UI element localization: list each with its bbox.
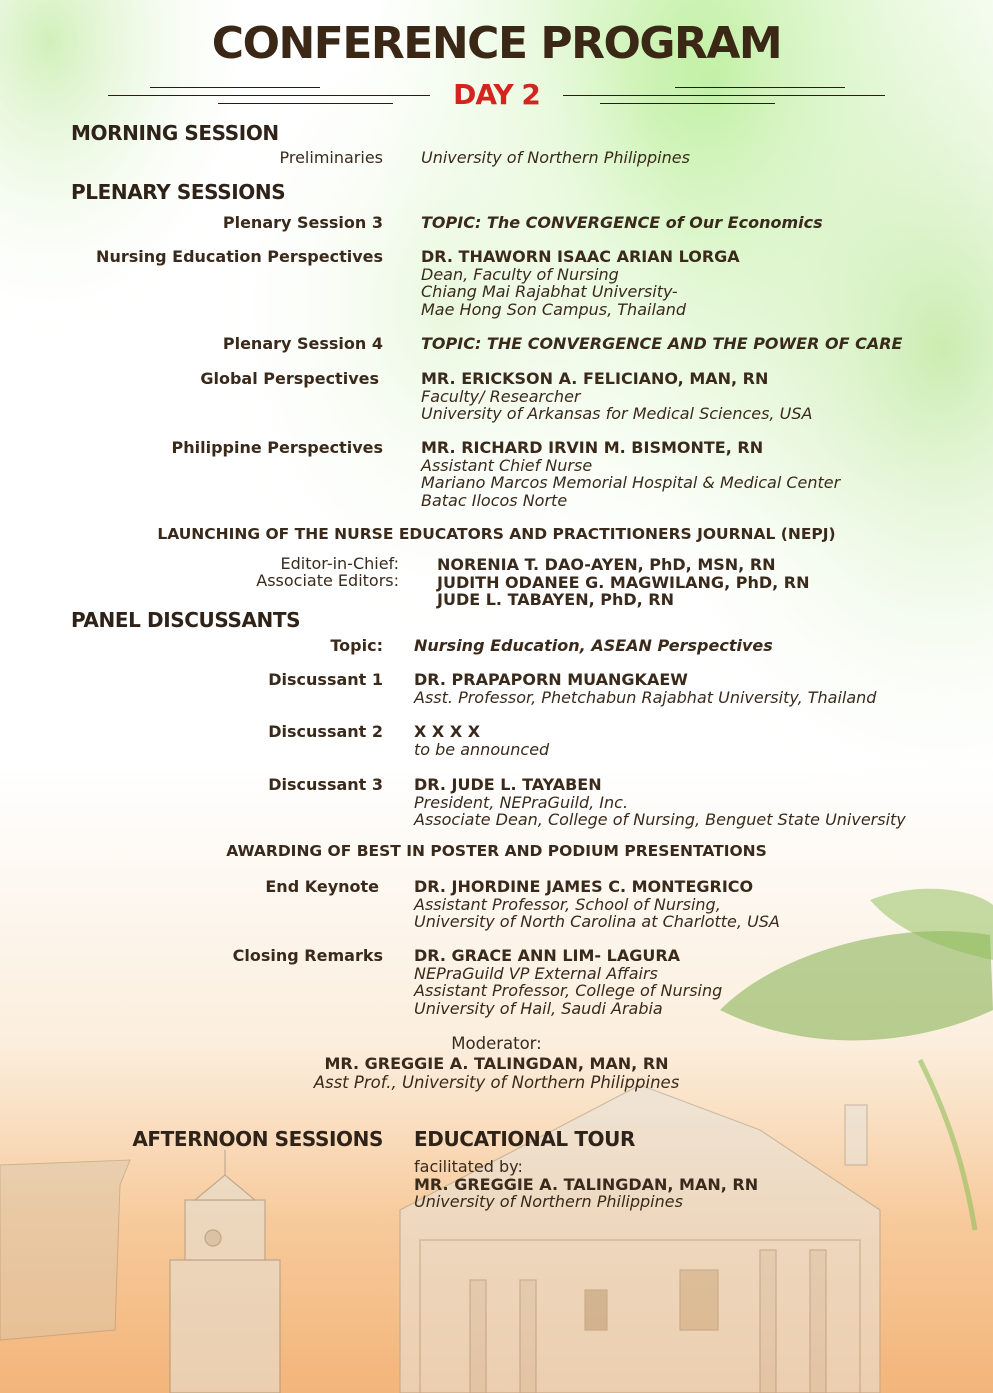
speaker-affiliation: Associate Dean, College of Nursing, Benguet State University bbox=[414, 810, 906, 829]
awarding-heading: AWARDING OF BEST IN POSTER AND PODIUM PRESENTATIONS bbox=[226, 842, 767, 860]
philippine-perspectives-speaker bbox=[421, 439, 840, 509]
associate-editors-label: Associate Editors: bbox=[256, 571, 399, 590]
speaker-name: MR. RICHARD IRVIN M. BISMONTE, RN bbox=[421, 438, 764, 457]
speaker-title: Assistant Chief Nurse bbox=[421, 455, 593, 475]
plenary-session-3-topic: TOPIC: The CONVERGENCE of Our Economics bbox=[421, 213, 823, 232]
associate-editor-name: JUDITH ODANEE G. MAGWILANG, PhD, RN bbox=[437, 572, 810, 592]
discussant-2-info bbox=[414, 723, 549, 758]
speaker-affiliation: University of Arkansas for Medical Sciences, USA bbox=[421, 404, 813, 423]
speaker-name: DR. JHORDINE JAMES C. MONTEGRICO bbox=[414, 877, 754, 896]
speaker-name: X X X X bbox=[414, 722, 481, 741]
end-keynote-label: End Keynote bbox=[265, 877, 379, 896]
educational-tour-heading: EDUCATIONAL TOUR bbox=[414, 1127, 636, 1151]
moderator-affiliation: Asst Prof., University of Northern Philippines bbox=[313, 1073, 680, 1092]
speaker-status: to be announced bbox=[414, 739, 550, 759]
discussant-1-info bbox=[414, 671, 876, 706]
facilitator-affiliation: University of Northern Philippines bbox=[414, 1192, 683, 1211]
closing-remarks-speaker bbox=[414, 947, 722, 1017]
editor-in-chief-label: Editor-in-Chief: bbox=[280, 554, 399, 573]
editor-in-chief-name: NORENIA T. DAO-AYEN, PhD, MSN, RN bbox=[437, 555, 776, 574]
speaker-affiliation: Mariano Marcos Memorial Hospital & Medical Center bbox=[421, 473, 841, 492]
speaker-affiliation: University of Hail, Saudi Arabia bbox=[414, 998, 663, 1018]
plenary-session-4-label: Plenary Session 4 bbox=[222, 334, 383, 353]
global-perspectives-label: Global Perspectives bbox=[200, 369, 379, 388]
plenary-sessions-heading: PLENARY SESSIONS bbox=[71, 180, 286, 204]
plenary-session-3-label: Plenary Session 3 bbox=[222, 213, 383, 232]
speaker-affiliation: Chiang Mai Rajabhat University- bbox=[421, 282, 678, 301]
discussant-3-info bbox=[414, 776, 906, 829]
speaker-name: DR. JUDE L. TAYABEN bbox=[414, 775, 602, 794]
speaker-title: NEPraGuild VP External Affairs bbox=[414, 963, 658, 983]
global-perspectives-speaker bbox=[421, 370, 812, 423]
speaker-title: President, NEPraGuild, Inc. bbox=[414, 792, 629, 812]
preliminaries-label: Preliminaries bbox=[279, 148, 383, 167]
nursing-education-label: Nursing Education Perspectives bbox=[96, 247, 383, 266]
speaker-title: Dean, Faculty of Nursing bbox=[421, 264, 619, 284]
associate-editor-name: JUDE L. TABAYEN, PhD, RN bbox=[437, 590, 674, 609]
journal-launch-heading: LAUNCHING OF THE NURSE EDUCATORS AND PRACTITIONERS JOURNAL (NEPJ) bbox=[157, 525, 836, 543]
panel-topic-label: Topic: bbox=[330, 636, 383, 655]
end-keynote-speaker bbox=[414, 878, 780, 931]
facilitator-name: MR. GREGGIE A. TALINGDAN, MAN, RN bbox=[414, 1174, 759, 1194]
speaker-title: Faculty/ Researcher bbox=[421, 386, 581, 406]
speaker-title: Assistant Professor, College of Nursing bbox=[414, 981, 723, 1000]
plenary-session-4-topic: TOPIC: THE CONVERGENCE AND THE POWER OF CARE bbox=[421, 334, 903, 353]
panel-discussants-heading: PANEL DISCUSSANTS bbox=[71, 608, 301, 632]
philippine-perspectives-label: Philippine Perspectives bbox=[171, 438, 383, 457]
page-title: CONFERENCE PROGRAM bbox=[211, 18, 782, 69]
speaker-affiliation: University of North Carolina at Charlotte, USA bbox=[414, 912, 780, 931]
afternoon-sessions-heading: AFTERNOON SESSIONS bbox=[132, 1127, 383, 1151]
nursing-education-speaker bbox=[421, 248, 740, 318]
speaker-affiliation: Batac Ilocos Norte bbox=[421, 490, 568, 510]
facilitated-by-label: facilitated by: bbox=[414, 1157, 523, 1176]
speaker-title: Assistant Professor, School of Nursing, bbox=[414, 894, 721, 914]
panel-topic-value: Nursing Education, ASEAN Perspectives bbox=[414, 636, 773, 655]
speaker-affiliation: Asst. Professor, Phetchabun Rajabhat University, Thailand bbox=[414, 687, 877, 707]
speaker-name: DR. GRACE ANN LIM- LAGURA bbox=[414, 946, 681, 965]
speaker-name: MR. ERICKSON A. FELICIANO, MAN, RN bbox=[421, 369, 769, 388]
day-label: DAY 2 bbox=[453, 78, 540, 111]
discussant-1-label: Discussant 1 bbox=[268, 670, 383, 689]
moderator-label: Moderator: bbox=[451, 1034, 542, 1053]
speaker-affiliation: Mae Hong Son Campus, Thailand bbox=[421, 299, 686, 319]
morning-session-heading: MORNING SESSION bbox=[71, 121, 279, 145]
educational-tour-info bbox=[414, 1158, 758, 1211]
discussant-2-label: Discussant 2 bbox=[268, 722, 383, 741]
editors-list bbox=[437, 556, 809, 609]
speaker-name: DR. PRAPAPORN MUANGKAEW bbox=[414, 670, 688, 689]
preliminaries-value: University of Northern Philippines bbox=[421, 148, 690, 167]
discussant-3-label: Discussant 3 bbox=[268, 775, 383, 794]
moderator-name: MR. GREGGIE A. TALINGDAN, MAN, RN bbox=[324, 1054, 669, 1073]
speaker-name: DR. THAWORN ISAAC ARIAN LORGA bbox=[421, 247, 740, 266]
closing-remarks-label: Closing Remarks bbox=[232, 946, 383, 965]
